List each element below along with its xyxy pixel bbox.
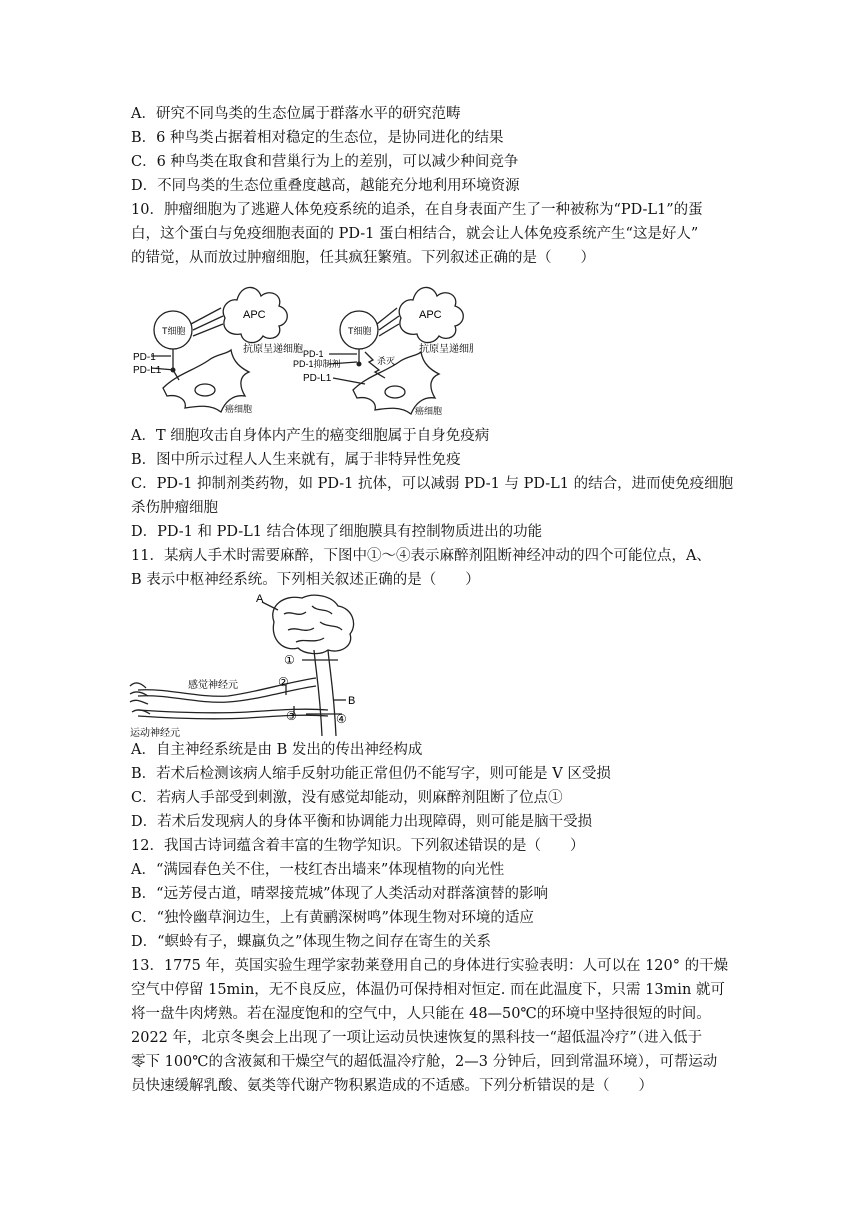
site-1: ①	[284, 653, 295, 667]
motor-neuron-label: 运动神经元	[130, 728, 180, 738]
q12-stem: 12．我国古诗词蕴含着丰富的生物学知识。下列叙述错误的是（ ）	[131, 838, 585, 854]
cancer-cell-left	[163, 350, 249, 412]
q10-stem-line: 白，这个蛋白与免疫细胞表面的 PD-1 蛋白相结合，就会让人体免疫系统产生“这是好人”	[131, 226, 699, 242]
site-3: ③	[286, 709, 297, 723]
cancer-label-right: 癌细胞	[415, 406, 443, 416]
label-b: B	[348, 695, 356, 707]
q12-option-c: C．“独怜幽草涧边生，上有黄鹂深树鸣”体现生物对环境的适应	[131, 910, 534, 926]
q13-stem-line: 零下 100℃的含液氮和干燥空气的超低温冷疗舱，2—3 分钟后，回到常温环境），可帮运动	[131, 1054, 718, 1070]
q10-option-c-cont: 杀伤肿瘤细胞	[131, 500, 218, 516]
q13-stem-line: 员快速缓解乳酸、氨类等代谢产物积累造成的不适感。下列分析错误的是（ ）	[131, 1078, 653, 1094]
sensory-neuron-label: 感觉神经元	[188, 680, 238, 691]
q11-stem-line: B 表示中枢神经系统。下列相关叙述正确的是（ ）	[131, 572, 480, 588]
q11-stem-line: 11．某病人手术时需要麻醉，下图中①～④表示麻醉剂阻断神经冲动的四个可能位点，A、	[131, 548, 711, 564]
apc-label-right: APC	[419, 309, 442, 321]
q13-stem-line: 13．1775 年，英国实验生理学家勃莱登用自己的身体进行实验表明：人可以在 120° 的干燥	[131, 958, 729, 974]
pd1-label-right: PD-1	[303, 349, 324, 359]
q10-stem-line: 10．肿瘤细胞为了逃避人体免疫系统的追杀，在自身表面产生了一种被称为“PD-L1”的蛋	[131, 202, 703, 218]
kill-label: 杀灭	[377, 356, 396, 366]
q12-option-a: A．“满园春色关不住，一枝红杏出墙来”体现植物的向光性	[131, 862, 505, 878]
q13-stem-line: 将一盘牛肉烤熟。若在湿度饱和的空气中，人只能在 48—50℃的环境中坚持很短的时间。	[131, 1006, 711, 1022]
q11-option-a: A．自主神经系统是由 B 发出的传出神经构成	[131, 742, 423, 758]
cancer-label-left: 癌细胞	[225, 404, 253, 414]
t-cell-label-left: T细胞	[162, 326, 186, 336]
q11-option-c: C．若病人手部受到刺激，没有感觉却能动，则麻醉剂阻断了位点①	[131, 790, 563, 806]
q10-stem-line: 的错觉，从而放过肿瘤细胞，任其疯狂繁殖。下列叙述正确的是（ ）	[131, 250, 595, 266]
brain	[273, 595, 354, 653]
inhibitor-label: PD-1抑制剂	[293, 359, 341, 369]
t-cell-label-right: T细胞	[348, 326, 372, 336]
q11-option-b: B．若术后检测该病人缩手反射功能正常但仍不能写字，则可能是 V 区受损	[131, 766, 611, 782]
q10-figure-svg	[133, 278, 473, 420]
cancer-cell-right	[353, 352, 439, 414]
apc-name-left: 抗原呈递细胞	[243, 344, 303, 355]
pd1-label-left: PD-1	[133, 352, 156, 363]
pdl1-label-left: PD-L1	[133, 365, 162, 376]
apc-label-left: APC	[243, 309, 266, 321]
q9-option-b: B．6 种鸟类占据着相对稳定的生态位，是协同进化的结果	[131, 130, 504, 146]
q13-stem-line: 2022 年，北京冬奥会上出现了一项让运动员快速恢复的黑科技一“超低温冷疗”（进入低于	[131, 1030, 703, 1046]
q10-option-d: D．PD-1 和 PD-L1 结合体现了细胞膜具有控制物质进出的功能	[131, 524, 543, 540]
q10-figure	[133, 278, 473, 420]
q9-option-d: D．不同鸟类的生态位重叠度越高，越能充分地利用环境资源	[131, 178, 520, 194]
q10-option-c: C．PD-1 抑制剂类药物，如 PD-1 抗体，可以减弱 PD-1 与 PD-L1 的结合，进而使免疫细胞	[131, 476, 734, 492]
q10-option-a: A．T 细胞攻击自身体内产生的癌变细胞属于自身免疫病	[131, 428, 490, 444]
site-4: ④	[336, 712, 347, 726]
q9-option-c: C．6 种鸟类在取食和营巢行为上的差别，可以减少种间竞争	[131, 154, 519, 170]
q10-option-b: B．图中所示过程人人生来就有，属于非特异性免疫	[131, 452, 461, 468]
q12-option-b: B．“远芳侵古道，晴翠接荒城”体现了人类活动对群落演替的影响	[131, 886, 548, 902]
q11-figure-svg	[128, 592, 368, 738]
site-2: ②	[278, 675, 289, 689]
apc-name-right: 抗原呈递细胞	[419, 344, 473, 355]
q11-figure	[128, 592, 368, 738]
q13-stem-line: 空气中停留 15min，无不良反应，体温仍可保持相对恒定. 而在此温度下，只需 13min 就可	[131, 982, 725, 998]
pdl1-label-right: PD-L1	[303, 373, 332, 384]
q12-option-d: D．“螟蛉有子，蜾蠃负之”体现生物之间存在寄生的关系	[131, 934, 491, 950]
q9-option-a: A．研究不同鸟类的生态位属于群落水平的研究范畴	[131, 106, 461, 122]
label-a: A	[256, 593, 264, 605]
q11-option-d: D．若术后发现病人的身体平衡和协调能力出现障碍，则可能是脑干受损	[131, 814, 593, 830]
